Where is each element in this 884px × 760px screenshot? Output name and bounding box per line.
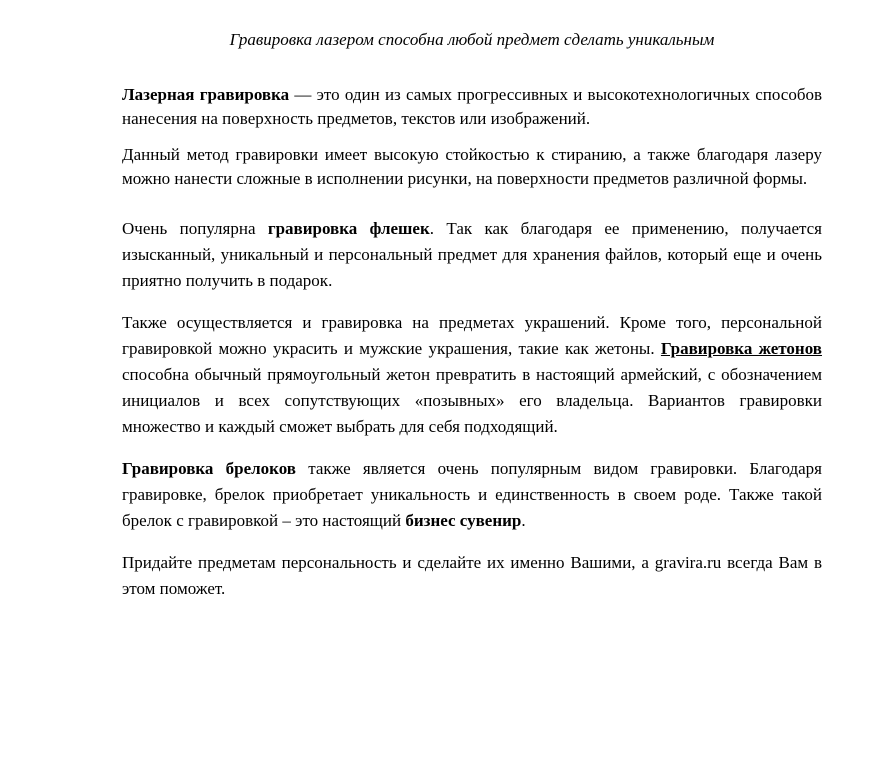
paragraph — [122, 83, 822, 131]
bold-term-keychain-engraving: Гравировка брелоков — [122, 459, 296, 478]
text-segment: Очень популярна — [122, 219, 268, 238]
bold-underlined-term-token-engraving: Гравировка жетонов — [660, 339, 822, 358]
text-segment: . Так как благодаря ее применению, получается изысканный, уникальный и персональный предмет для хранения файлов, который еще и очень приятно получить в подарок. — [122, 219, 822, 290]
text-segment: — это один из самых прогрессивных и высокотехнологичных способов нанесения на поверхность предметов, текстов или изображений. — [122, 85, 822, 128]
bold-term-flash-drive-engraving: гравировка флешек — [267, 219, 430, 238]
bold-term-laser-engraving: Лазерная гравировка — [122, 85, 290, 104]
paragraph — [122, 310, 822, 440]
bold-term-business-souvenir: бизнес сувенир — [405, 511, 522, 530]
text-segment: Данный метод гравировки имеет высокую стойкостью к стиранию, а также благодаря лазеру можно нанести сложные в исполнении рисунки, на поверхности предметов различной формы. — [122, 145, 822, 188]
text-segment: Также осуществляется и гравировка на предметах украшений. Кроме того, персональной гравировкой можно украсить и мужские украшения, такие как жетоны. — [122, 313, 822, 358]
text-segment: способна обычный прямоугольный жетон превратить в настоящий армейский, с обозначением инициалов и всех сопутствующих «позывных» его владельца. Вариантов гравировки множество и каждый сможет выбрать для себя подходящий. — [122, 365, 822, 436]
paragraph — [122, 550, 822, 602]
paragraph — [122, 216, 822, 294]
text-segment: Придайте предметам персональность и сделайте их именно Вашими, а gravira.ru всегда Вам в этом поможет. — [122, 553, 822, 598]
paragraph — [122, 456, 822, 534]
text-segment: . — [521, 511, 526, 530]
text-segment: также является очень популярным видом гравировки. Благодаря гравировке, брелок приобретает уникальность и единственность в своем роде. Также такой брелок с гравировкой – это настоящий — [122, 459, 823, 530]
paragraph — [122, 143, 822, 191]
document-title: Гравировка лазером способна любой предмет сделать уникальным — [229, 30, 715, 49]
